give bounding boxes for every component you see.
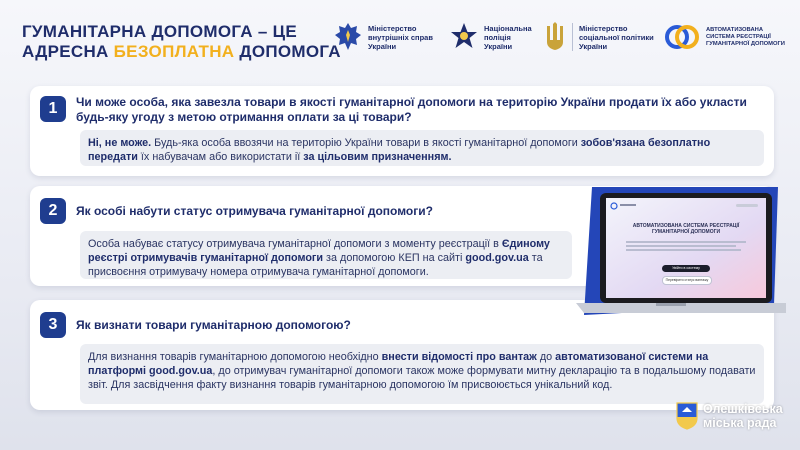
asr-rings-icon (664, 22, 700, 52)
page-title (22, 22, 341, 62)
text-placeholder (626, 245, 736, 247)
laptop-illustration (556, 185, 786, 330)
police-text-line: поліція (484, 32, 511, 42)
police-text-line: України (484, 41, 513, 51)
title-line-2-start: АДРЕСНА (22, 42, 114, 61)
answer-text: , до отримувач гуманітарної допомоги також може формувати митну декларацію та в подальшому подавати звіт. Для засвідчення факту визнання товарів гуманітарною допомогою їм присвоюється унікальний код. (88, 365, 756, 391)
title-line-1: ГУМАНІТАРНА ДОПОМОГА – ЦЕ (22, 22, 298, 41)
question-text: Як визнати товари гуманітарною допомогою? (76, 318, 351, 332)
answer-box (80, 130, 764, 166)
asr-logo (664, 22, 785, 52)
asr-text-line: ГУМАНІТАРНОЇ ДОПОМОГИ (706, 40, 785, 47)
laptop-heading-line: АВТОМАТИЗОВАНА СИСТЕМА РЕЄСТРАЦІЇ (632, 223, 740, 229)
question-text: Чи може особа, яка завезла товари в якості гуманітарної допомоги на територію України продати їх або укласти будь-яку угоду з метою отримання оплати за ці товари? (76, 95, 747, 124)
answer-bold: за цільовим призначенням. (303, 151, 452, 163)
number-badge: 1 (40, 96, 66, 122)
laptop-screen-heading (612, 223, 760, 235)
asr-text-line: АВТОМАТИЗОВАНА (706, 26, 764, 33)
answer-bold: внести відомості про вантаж (381, 351, 537, 363)
answer-bold: зобов'язана безоплатно передати (88, 137, 711, 163)
police-logo-text (484, 24, 532, 51)
police-star-icon (450, 22, 478, 52)
answer-text: їх набувачам або використати ії (137, 151, 304, 163)
answer-box (80, 231, 572, 279)
city-coat-of-arms-icon (676, 402, 698, 430)
answer-text: Особа набуває статусу отримувача гуманітарної допомоги з моменту реєстрації в (88, 238, 502, 250)
answer-text: Для визнання товарів гуманітарною допомогою необхідно (88, 351, 382, 363)
city-council-logo (676, 402, 783, 430)
mvs-text-line: Міністерство (368, 23, 417, 33)
social-policy-logo (544, 22, 654, 52)
title-accent-word: БЕЗОПЛАТНА (113, 42, 235, 61)
answer-bold: Ні, не може. (88, 137, 152, 149)
mvs-text-line: внутрішніх справ (368, 32, 433, 42)
asr-logo-text (706, 27, 785, 48)
mvs-text-line: України (368, 41, 397, 51)
mvs-emblem-icon (334, 22, 362, 52)
text-placeholder (626, 249, 741, 251)
asr-text-line: СИСТЕМА РЕЄСТРАЦІЇ (706, 33, 771, 40)
social-logo-text (579, 24, 654, 51)
answer-bold: good.gov.ua (465, 252, 529, 264)
answer-bold: Єдиному реєстрі отримувачів гуманітарної допомоги (88, 238, 550, 264)
social-text-line: України (579, 41, 608, 51)
city-name: Олешківська (703, 402, 783, 416)
answer-text: за допомогою КЕП на сайті (323, 252, 466, 264)
social-text-line: Міністерство (579, 23, 628, 33)
mvs-logo-text (368, 24, 433, 51)
answer-bold: автоматизованої системи на платформі good.gov.ua (88, 351, 709, 377)
laptop-status-button: Перевірити статус вантажу (662, 276, 712, 285)
laptop-screen-text-lines (626, 239, 746, 253)
answer-text: Будь-яка особа ввозячи на територію України товари в якості гуманітарної допомоги (151, 137, 581, 149)
answer-text: та присвоєння отримувачу номера отримувача гуманітарної допомоги. (88, 252, 543, 278)
logo-divider (572, 23, 573, 51)
text-placeholder (626, 241, 746, 243)
laptop-heading-line: ГУМАНІТАРНОЇ ДОПОМОГИ (651, 229, 721, 235)
faq-card-1 (30, 86, 774, 176)
question-text: Як особі набути статус отримувача гуманітарної допомоги? (76, 204, 433, 218)
police-logo (450, 22, 532, 52)
trident-icon (544, 22, 566, 52)
police-text-line: Національна (484, 23, 532, 33)
laptop-login-button: Увійти в систему (662, 265, 710, 272)
title-line-2 (22, 42, 341, 62)
mvs-logo (334, 22, 433, 52)
laptop-graphic (556, 185, 786, 325)
city-council-text (703, 402, 783, 430)
social-text-line: соціальної політики (579, 32, 654, 42)
number-badge: 2 (40, 198, 66, 224)
title-line-2-end: ДОПОМОГА (234, 42, 341, 61)
number-badge: 3 (40, 312, 66, 338)
answer-box (80, 344, 764, 404)
answer-text: до (536, 351, 556, 363)
city-council-label: міська рада (703, 416, 777, 430)
